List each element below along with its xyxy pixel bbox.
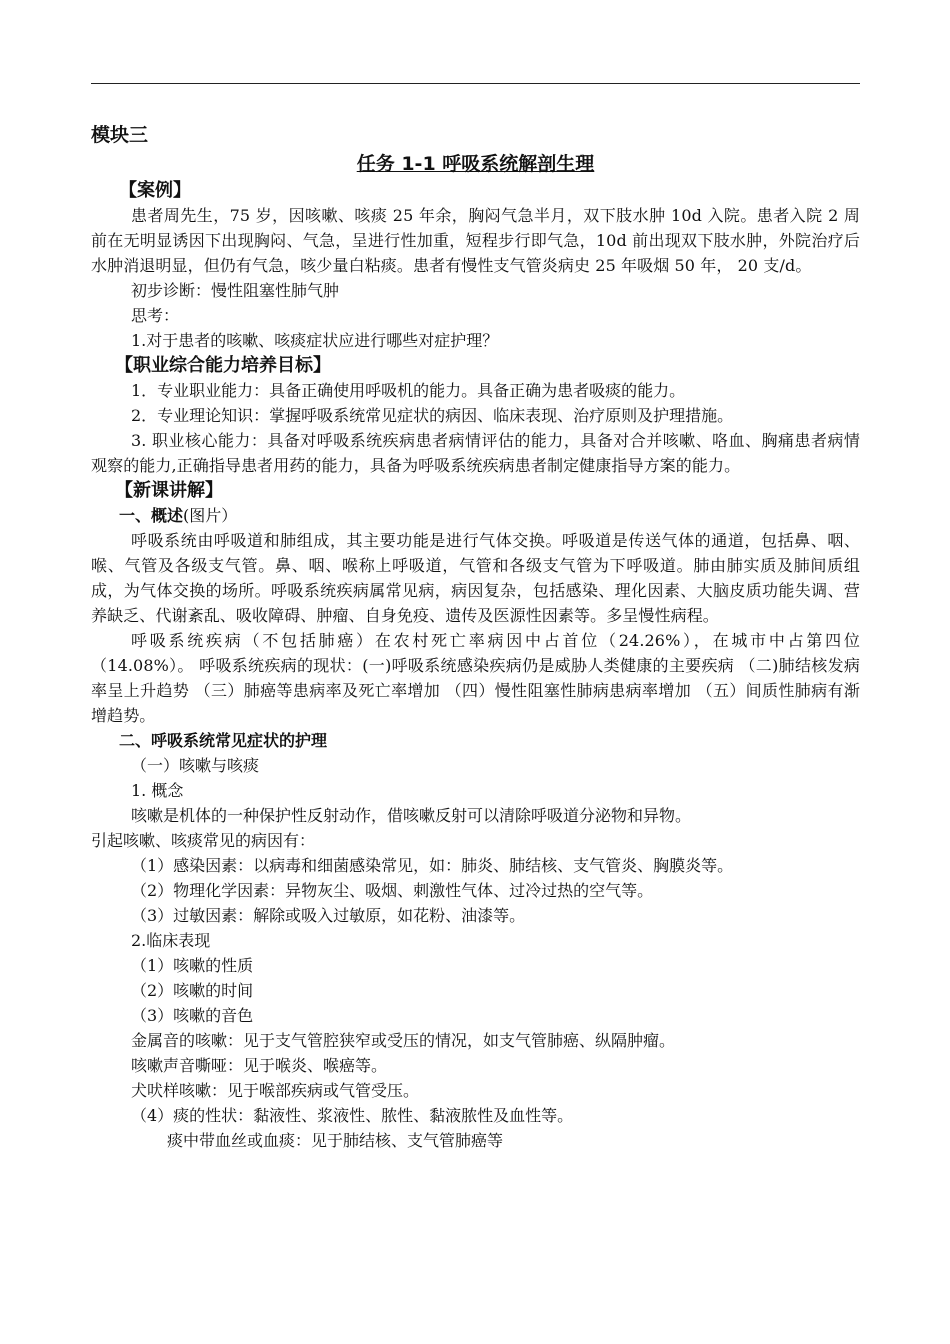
goal-item: 3. 职业核心能力：具备对呼吸系统疾病患者病情评估的能力，具备对合并咳嗽、咯血、胸痛患者病情观察的能力,正确指导患者用药的能力，具备为呼吸系统疾病患者制定健康指导方案的能力。 (91, 431, 860, 475)
sound-item: 金属音的咳嗽：见于支气管腔狭窄或受压的情况，如支气管肺癌、纵隔肿瘤。 (131, 1031, 676, 1050)
case-heading: 【案例】 (119, 180, 191, 201)
case-think-label: 思考： (131, 306, 180, 325)
sputum-blood-item: 痰中带血丝或血痰：见于肺结核、支气管肺癌等 (167, 1131, 504, 1150)
lesson-heading: 【新课讲解】 (115, 480, 223, 501)
task-title (91, 150, 860, 178)
task-title-text: 任务 1-1 呼吸系统解剖生理 (356, 153, 595, 175)
causes-intro: 引起咳嗽、咳痰常见的病因有： (91, 831, 316, 850)
cough-heading: （一）咳嗽与咳痰 (131, 756, 260, 775)
clinical-item: （1）咳嗽的性质 (131, 956, 254, 975)
overview-heading (91, 503, 860, 528)
module-title: 模块三 (91, 124, 149, 146)
cause-item: （2）物理化学因素：异物灰尘、吸烟、刺激性气体、过冷过热的空气等。 (131, 881, 654, 900)
overview-paragraph: 呼吸系统由呼吸道和肺组成，其主要功能是进行气体交换。呼吸道是传送气体的通道，包括鼻、咽、喉、气管及各级支气管。鼻、咽、喉称上呼吸道，气管和各级支气管为下呼吸道。肺由肺实质及肺间质组成，为气体交换的场所。呼吸系统疾病属常见病，病因复杂，包括感染、理化因素、大脑皮质功能失调、营养缺乏、代谢紊乱、吸收障碍、肿瘤、自身免疫、遗传及医源性因素等。多呈慢性病程。 (91, 531, 860, 625)
case-text: 患者周先生，75 岁，因咳嗽、咳痰 25 年余，胸闷气急半月，双下肢水肿 10d 入院。患者入院 2 周前在无明显诱因下出现胸闷、气急，呈进行性加重，短程步行即气急，10d 前出现双下肢水肿，外院治疗后水肿消退明显，但仍有气急，咳少量白粘痰。患者有慢性支气管炎病史 25 年吸烟 50 年， 20 支/d。 (91, 206, 860, 275)
clinical-item: （2）咳嗽的时间 (131, 981, 254, 1000)
case-question: 1.对于患者的咳嗽、咳痰症状应进行哪些对症护理？ (131, 331, 499, 350)
overview-paragraph: 呼吸系统疾病（不包括肺癌）在农村死亡率病因中占首位（24.26%），在城市中占第四位（14.08%）。 呼吸系统疾病的现状：(一)呼吸系统感染疾病仍是威胁人类健康的主要疾病 （二)肺结核发病率呈上升趋势 （三）肺癌等患病率及死亡率增加 （四）慢性阻塞性肺病患病率增加 （五）间质性肺病有渐增趋势。 (91, 631, 860, 725)
header-rule (91, 83, 860, 84)
case-diagnosis: 初步诊断：慢性阻塞性肺气肿 (131, 281, 340, 300)
cause-item: （3）过敏因素：解除或吸入过敏原，如花粉、油漆等。 (131, 906, 526, 925)
goals-heading: 【职业综合能力培养目标】 (115, 355, 331, 376)
sound-item: 咳嗽声音嘶哑：见于喉炎、喉癌等。 (131, 1056, 388, 1075)
clinical-item: （3）咳嗽的音色 (131, 1006, 254, 1025)
concept-heading: 1. 概念 (131, 781, 184, 800)
concept-text: 咳嗽是机体的一种保护性反射动作，借咳嗽反射可以清除呼吸道分泌物和异物。 (131, 806, 692, 825)
sputum-item: （4）痰的性状：黏液性、浆液性、脓性、黏液脓性及血性等。 (131, 1106, 574, 1125)
symptoms-title: 二、呼吸系统常见症状的护理 (119, 731, 328, 750)
goal-item: 2．专业理论知识：掌握呼吸系统常见症状的病因、临床表现、治疗原则及护理措施。 (131, 406, 734, 425)
overview-note: (图片） (183, 506, 238, 525)
cause-item: （1）感染因素：以病毒和细菌感染常见，如：肺炎、肺结核、支气管炎、胸膜炎等。 (131, 856, 734, 875)
symptoms-heading (91, 728, 860, 753)
goal-item: 1．专业职业能力：具备正确使用呼吸机的能力。具备正确为患者吸痰的能力。 (131, 381, 686, 400)
clinical-heading: 2.临床表现 (131, 931, 211, 950)
sound-item: 犬吠样咳嗽：见于喉部疾病或气管受压。 (131, 1081, 420, 1100)
document-body (91, 120, 860, 1153)
overview-title: 一、概述 (119, 506, 184, 525)
